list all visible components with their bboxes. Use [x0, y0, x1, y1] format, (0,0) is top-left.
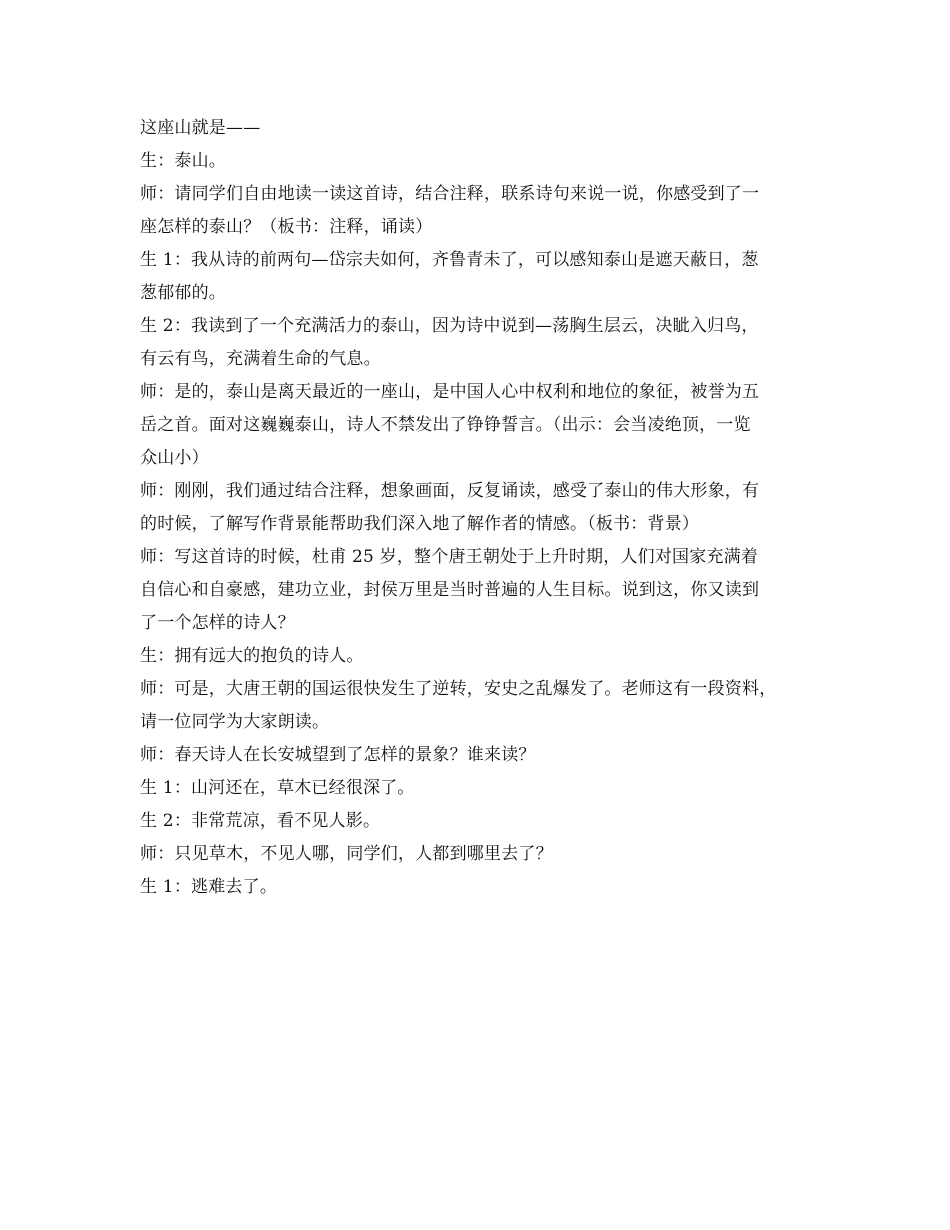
- paragraph: [140, 640, 820, 673]
- text-line: 葱郁郁的。: [140, 283, 226, 303]
- text-line: 自信心和自豪感，建功立业，封侯万里是当时普遍的人生目标。说到这，你又读到: [140, 580, 760, 600]
- paragraph: [140, 145, 820, 178]
- paragraph: [140, 673, 820, 739]
- paragraph: [140, 805, 820, 838]
- text-line: 生：泰山。: [140, 151, 226, 171]
- paragraph: [140, 838, 820, 871]
- paragraph: [140, 178, 820, 244]
- text-line: 师：春天诗人在长安城望到了怎样的景象？谁来读？: [140, 745, 536, 765]
- paragraph: [140, 739, 820, 772]
- text-line: 众山小）: [140, 448, 209, 468]
- text-line: 生 1：山河还在，草木已经很深了。: [140, 778, 415, 798]
- text-line: 师：只见草木，不见人哪，同学们，人都到哪里去了？: [140, 844, 553, 864]
- text-line: 师：请同学们自由地读一读这首诗，结合注释，联系诗句来说一说，你感受到了一: [140, 184, 760, 204]
- text-line: 这座山就是——: [140, 118, 261, 138]
- text-line: 座怎样的泰山？（板书：注释，诵读）: [140, 217, 433, 237]
- text-line: 了一个怎样的诗人？: [140, 613, 295, 633]
- paragraph: [140, 871, 820, 904]
- paragraph: [140, 310, 820, 376]
- document-body: [140, 112, 820, 904]
- text-line: 生 2：非常荒凉，看不见人影。: [140, 811, 381, 831]
- paragraph: [140, 376, 820, 475]
- text-line: 有云有鸟，充满着生命的气息。: [140, 349, 381, 369]
- text-line: 请一位同学为大家朗读。: [140, 712, 330, 732]
- text-line: 生 1：逃难去了。: [140, 877, 278, 897]
- text-line: 师：刚刚，我们通过结合注释，想象画面，反复诵读，感受了泰山的伟大形象，有: [140, 481, 760, 501]
- text-line: 岳之首。面对这巍巍泰山，诗人不禁发出了铮铮誓言。（出示：会当凌绝顶，一览: [140, 415, 751, 435]
- paragraph: [140, 475, 820, 541]
- paragraph: [140, 112, 820, 145]
- text-line: 师：写这首诗的时候，杜甫 25 岁，整个唐王朝处于上升时期，人们对国家充满着: [140, 547, 759, 567]
- text-line: 生：拥有远大的抱负的诗人。: [140, 646, 364, 666]
- text-line: 师：可是，大唐王朝的国运很快发生了逆转，安史之乱爆发了。老师这有一段资料，: [140, 679, 777, 699]
- text-line: 师：是的，泰山是离天最近的一座山，是中国人心中权利和地位的象征，被誉为五: [140, 382, 760, 402]
- text-line: 的时候，了解写作背景能帮助我们深入地了解作者的情感。（板书：背景）: [140, 514, 700, 534]
- text-line: 生 2：我读到了一个充满活力的泰山，因为诗中说到—荡胸生层云，决眦入归鸟，: [140, 316, 759, 336]
- paragraph: [140, 244, 820, 310]
- paragraph: [140, 541, 820, 640]
- text-line: 生 1：我从诗的前两句—岱宗夫如何，齐鲁青未了，可以感知泰山是遮天蔽日，葱: [140, 250, 759, 270]
- paragraph: [140, 772, 820, 805]
